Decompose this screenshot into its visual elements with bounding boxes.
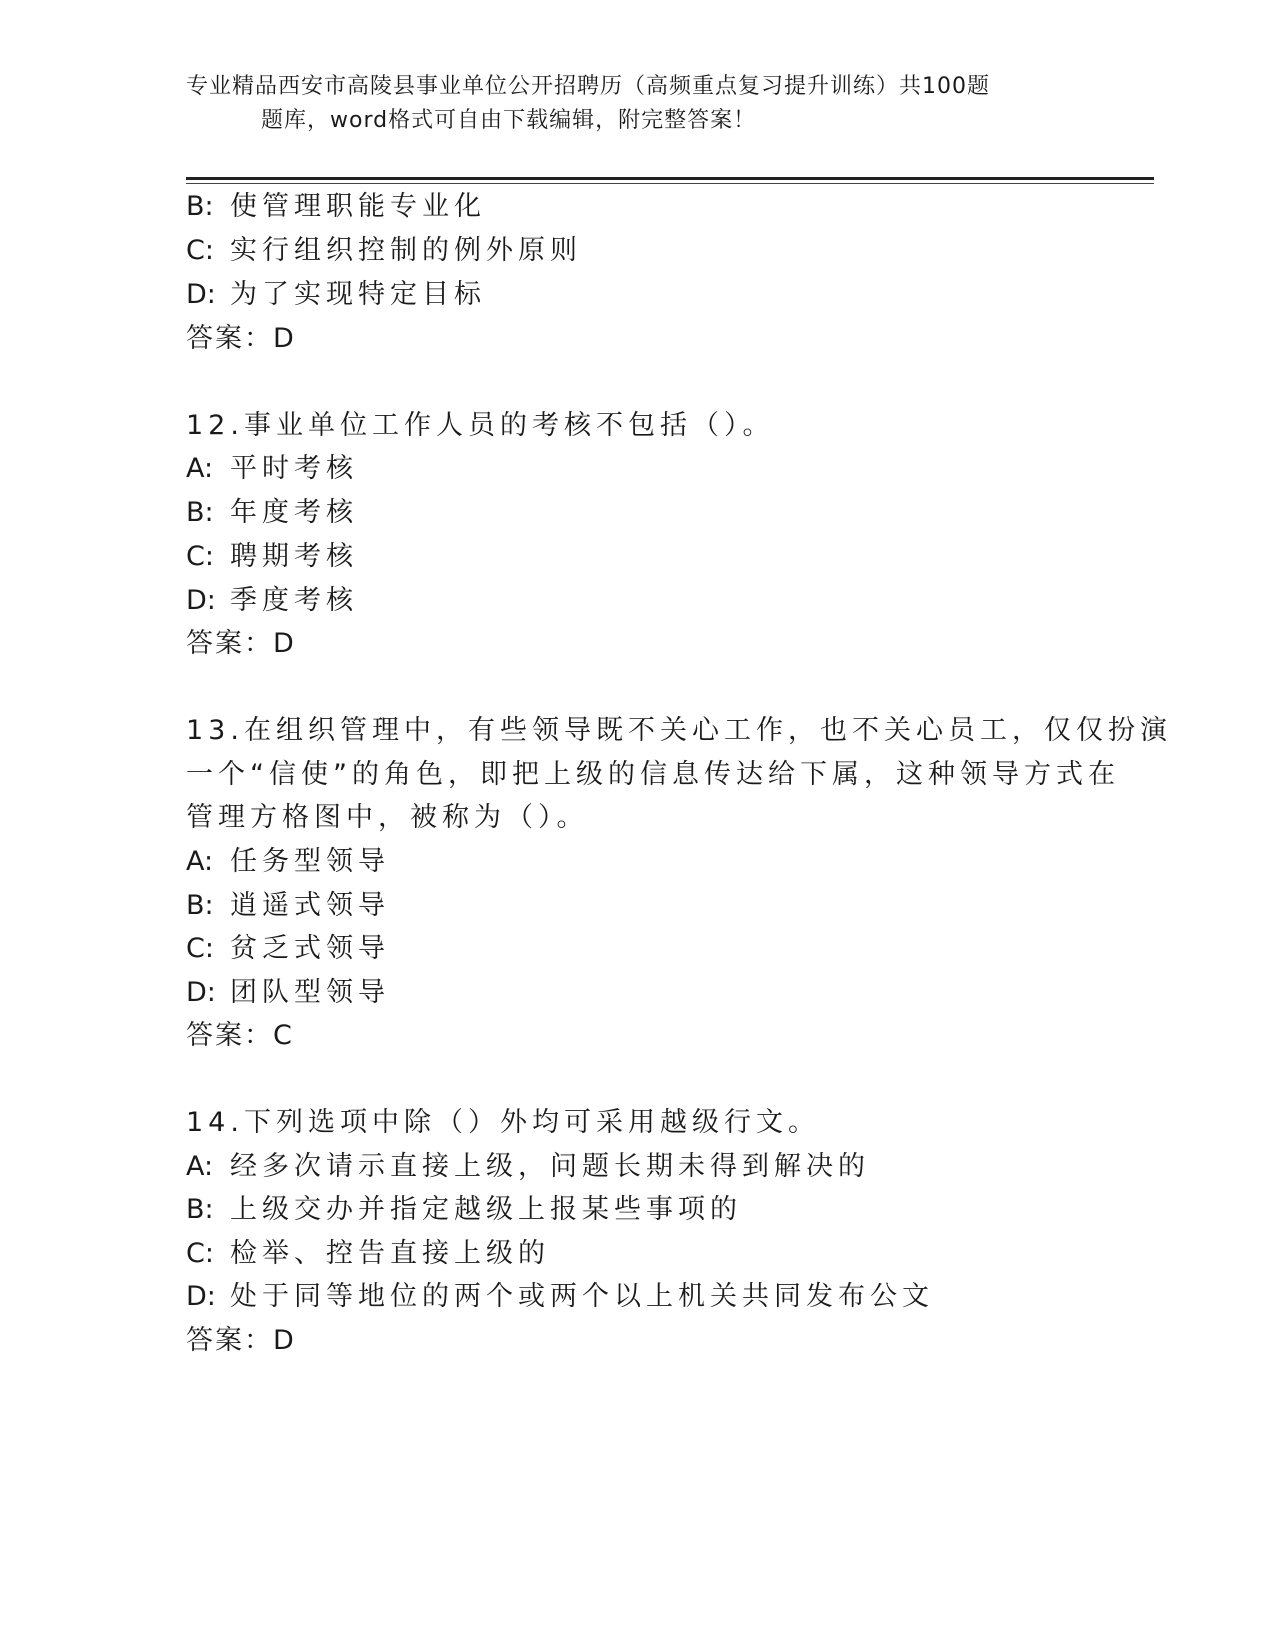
option-a: [186, 1144, 870, 1190]
option-c: [186, 228, 582, 274]
option-label: C:: [186, 1238, 214, 1269]
option-text: 上级交办并指定越级上报某些事项的: [230, 1194, 742, 1225]
option-a: [186, 839, 390, 885]
option-a: [186, 446, 358, 492]
option-label: B:: [186, 890, 214, 921]
option-label: A:: [186, 453, 214, 484]
option-label: D:: [186, 1281, 216, 1312]
option-label: D:: [186, 585, 216, 616]
header-title-line-2: 题库，word格式可自由下载编辑，附完整答案！: [261, 108, 757, 133]
option-label: B:: [186, 1194, 214, 1225]
option-b: [186, 883, 390, 929]
option-text: 季度考核: [230, 585, 358, 616]
option-d: [186, 1274, 934, 1320]
option-b: [186, 1187, 742, 1233]
option-c: [186, 534, 358, 580]
option-label: C:: [186, 235, 214, 266]
option-text: 平时考核: [230, 453, 358, 484]
option-label: A:: [186, 1151, 214, 1182]
option-c: [186, 926, 390, 972]
question-13-stem-line-3: 管理方格图中，被称为（）。: [186, 802, 589, 833]
option-text: 年度考核: [230, 497, 358, 528]
header-title-line-1: 专业精品西安市高陵县事业单位公开招聘历（高频重点复习提升训练）共100题: [186, 74, 990, 99]
option-d: [186, 272, 486, 318]
option-d: [186, 578, 358, 624]
option-text: 实行组织控制的例外原则: [230, 235, 582, 266]
option-text: 任务型领导: [230, 846, 390, 877]
answer: 答案：D: [186, 323, 296, 354]
option-label: C:: [186, 541, 214, 572]
answer: 答案：C: [186, 1020, 294, 1051]
document-header: [186, 70, 1066, 138]
option-text: 经多次请示直接上级，问题长期未得到解决的: [230, 1151, 870, 1182]
option-c: [186, 1231, 550, 1277]
question-12-stem: 12.事业单位工作人员的考核不包括（）。: [186, 410, 775, 441]
question-13-stem-line-2: 一个“信使”的角色，即把上级的信息传达给下属，这种领导方式在: [186, 759, 1120, 790]
option-label: D:: [186, 279, 216, 310]
option-b: [186, 490, 358, 536]
option-text: 逍遥式领导: [230, 890, 390, 921]
answer: 答案：D: [186, 1325, 296, 1356]
option-text: 处于同等地位的两个或两个以上机关共同发布公文: [230, 1281, 934, 1312]
option-text: 团队型领导: [230, 977, 390, 1008]
option-b: [186, 184, 486, 230]
option-text: 检举、控告直接上级的: [230, 1238, 550, 1269]
option-label: A:: [186, 846, 214, 877]
option-label: B:: [186, 191, 214, 222]
option-text: 贫乏式领导: [230, 933, 390, 964]
answer: 答案：D: [186, 628, 296, 659]
option-label: C:: [186, 933, 214, 964]
option-text: 使管理职能专业化: [230, 191, 486, 222]
option-text: 为了实现特定目标: [230, 279, 486, 310]
option-label: D:: [186, 977, 216, 1008]
option-label: B:: [186, 497, 214, 528]
header-rule-thick: [186, 177, 1154, 180]
option-text: 聘期考核: [230, 541, 358, 572]
option-d: [186, 970, 390, 1016]
question-13-stem-line-1: 13.在组织管理中，有些领导既不关心工作，也不关心员工，仅仅扮演: [186, 715, 1172, 746]
question-14-stem: 14.下列选项中除（）外均可采用越级行文。: [186, 1107, 820, 1138]
